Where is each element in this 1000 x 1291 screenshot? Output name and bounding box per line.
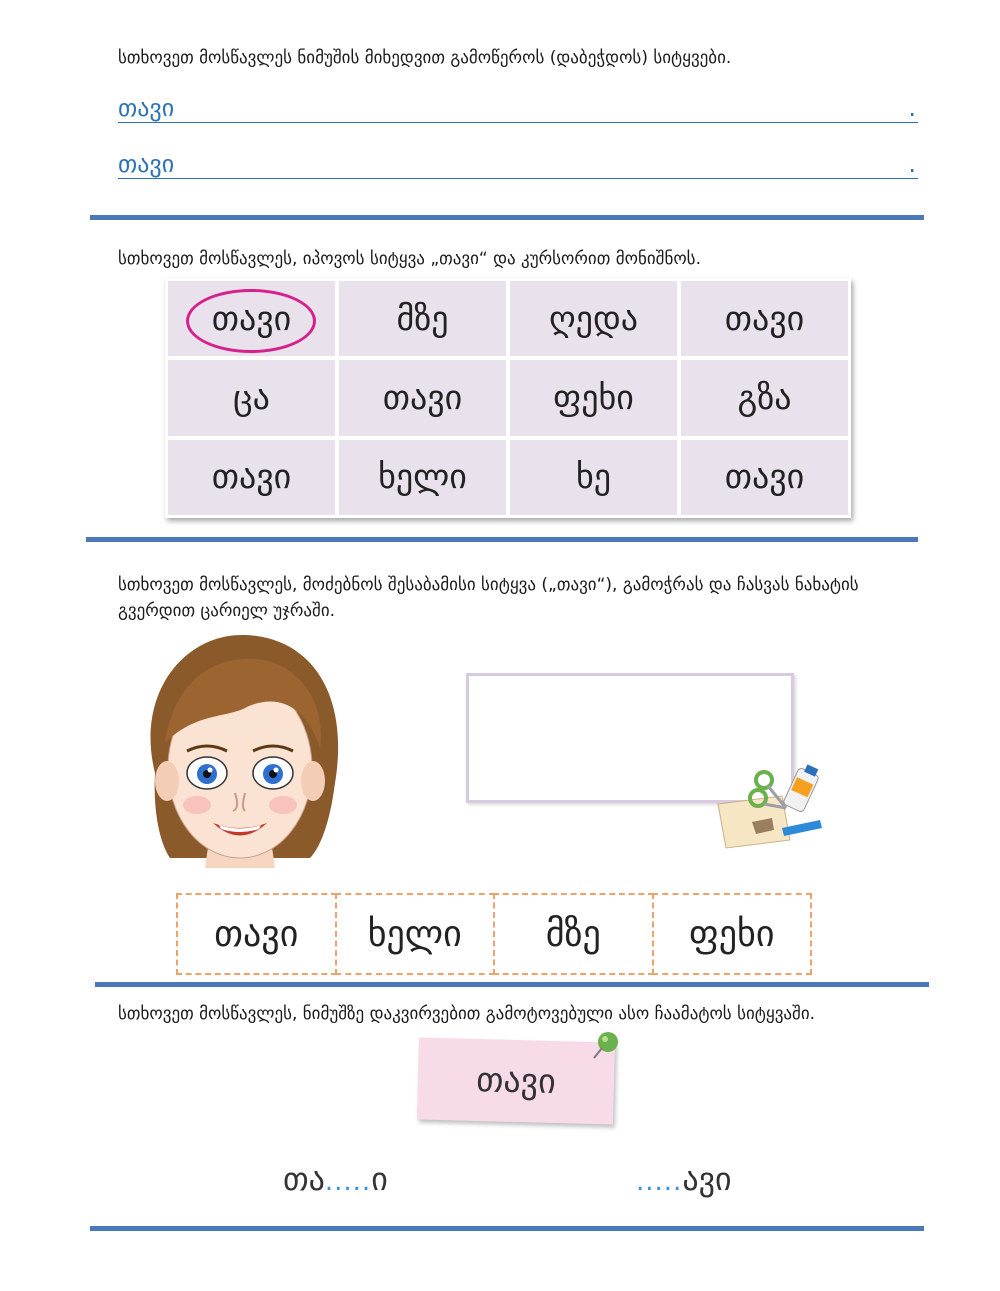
grid-word: ცა [233, 377, 270, 418]
task3-instruction-line2: გვერდით ცარიელ უჯრაში. [118, 601, 336, 621]
cutout-word: მზე [545, 913, 601, 955]
fill-blank[interactable]: ..... [636, 1167, 683, 1197]
trace-dot: . [908, 94, 916, 122]
grid-cell[interactable] [168, 281, 335, 356]
grid-word: ღედა [548, 298, 639, 339]
fill-suffix: ი [371, 1160, 388, 1198]
grid-word: თავი [211, 298, 292, 339]
section-divider [95, 982, 929, 987]
grid-cell[interactable] [168, 440, 335, 515]
task2-instruction: სთხოვეთ მოსწავლეს, იპოვოს სიტყვა „თავი“ და კურსორით მონიშნოს. [118, 249, 701, 269]
grid-word: გზა [737, 377, 792, 418]
cutout-word: ხელი [367, 913, 462, 955]
grid-word: თავი [382, 377, 463, 418]
grid-cell[interactable] [681, 440, 848, 515]
trace-line-2[interactable] [118, 144, 918, 179]
cutout-word: ფეხი [689, 913, 775, 955]
trace-word: თავი [118, 94, 175, 122]
fill-in-word-2[interactable] [636, 1160, 732, 1198]
fill-suffix: ავი [682, 1160, 732, 1198]
scissors-glue-icon [712, 762, 824, 852]
grid-word: ხელი [378, 457, 467, 498]
girl-face-icon [135, 633, 345, 873]
grid-cell[interactable] [510, 360, 677, 435]
cutout-word: თავი [214, 913, 299, 955]
grid-word: თავი [724, 457, 805, 498]
trace-line-1[interactable] [118, 88, 918, 123]
grid-word: ფეხი [553, 377, 634, 418]
section-divider [90, 215, 924, 220]
grid-cell[interactable] [339, 281, 506, 356]
grid-cell[interactable] [339, 360, 506, 435]
sample-note [417, 1037, 615, 1124]
grid-word: თავი [724, 298, 805, 339]
grid-cell[interactable] [510, 440, 677, 515]
grid-cell[interactable] [681, 281, 848, 356]
cutout-card[interactable] [493, 893, 654, 975]
grid-word: მზე [396, 298, 449, 339]
grid-cell[interactable] [168, 360, 335, 435]
fill-blank[interactable]: ..... [324, 1167, 372, 1197]
grid-cell[interactable] [681, 360, 848, 435]
grid-word: თავი [211, 457, 292, 498]
fill-prefix: თა [283, 1160, 325, 1198]
trace-dot: . [908, 150, 916, 178]
cutout-card[interactable] [176, 893, 337, 975]
section-divider [90, 1226, 924, 1231]
task4-instruction: სთხოვეთ მოსწავლეს, ნიმუშზე დაკვირვებით გამოტოვებული ასო ჩაამატოს სიტყვაში. [118, 1004, 816, 1024]
section-divider [86, 537, 918, 542]
grid-cell[interactable] [339, 440, 506, 515]
grid-word: ხე [575, 457, 612, 498]
highlight-circle [186, 289, 316, 353]
sample-word: თავი [475, 1059, 557, 1103]
cutout-card[interactable] [335, 893, 496, 975]
fill-in-word-1[interactable] [283, 1160, 388, 1198]
task3-instruction-line1: სთხოვეთ მოსწავლეს, მოძებნოს შესაბამისი სიტყვა („თავი“), გამოჭრას და ჩასვას ნახატის [118, 575, 859, 595]
word-grid [165, 278, 851, 518]
pushpin-icon [590, 1028, 624, 1062]
trace-word: თავი [118, 150, 175, 178]
task1-instruction: სთხოვეთ მოსწავლეს ნიმუშის მიხედვით გამოწეროს (დაბეჭდოს) სიტყვები. [118, 48, 732, 68]
cutout-card[interactable] [652, 893, 813, 975]
cutout-words [178, 893, 812, 975]
grid-cell[interactable] [510, 281, 677, 356]
